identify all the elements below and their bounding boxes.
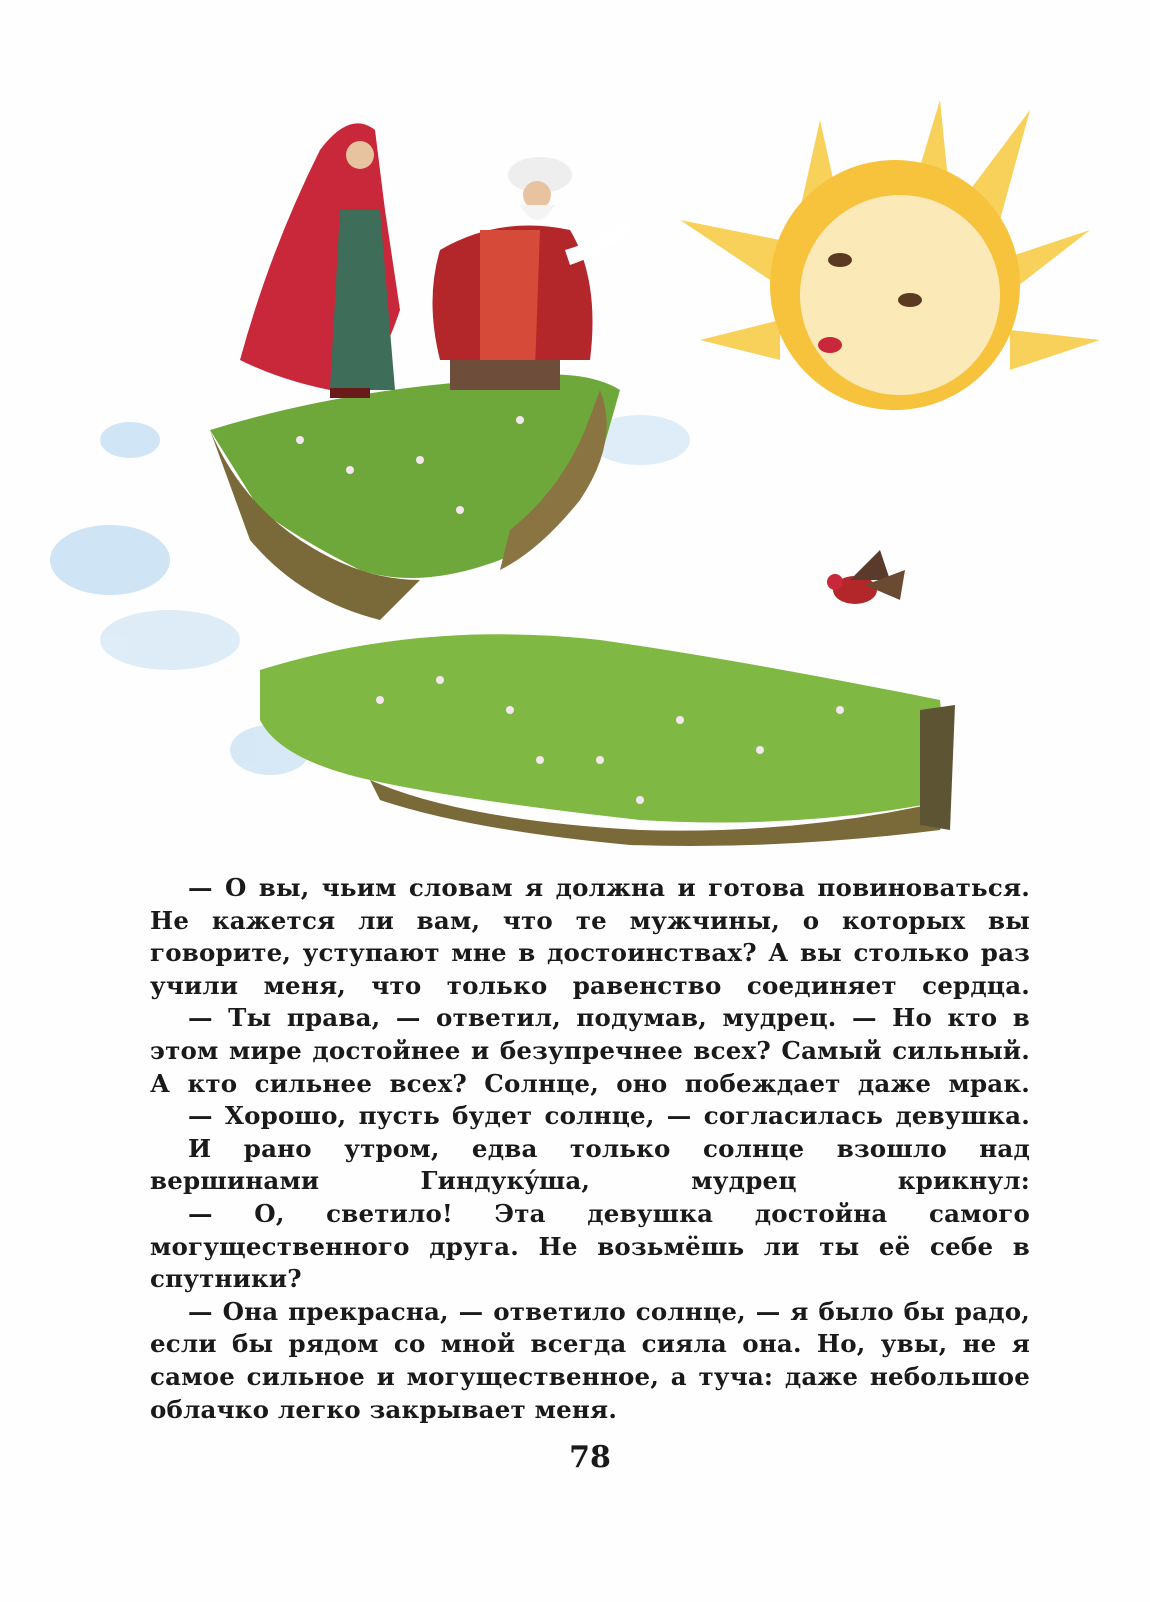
upper-cliff bbox=[210, 374, 620, 620]
paragraph: — Ты права, — ответил, подумав, мудрец. — Но кто в этом мире достойнее и безупречнее всех? Самый сильный. А кто сильнее всех? Солнце, оно побеждает даже мрак. bbox=[150, 1003, 1030, 1098]
bird bbox=[827, 550, 905, 604]
page-number: 78 bbox=[569, 1440, 611, 1475]
paragraph: — О, светило! Эта девушка достойна самого могущественного друга. Не возьмёшь ли ты её себе в спутники? bbox=[150, 1198, 1030, 1294]
woman-figure bbox=[240, 123, 400, 398]
story-illustration bbox=[40, 60, 1120, 860]
paragraph: И рано утром, едва только солнце взошло над вершинами Гиндукýша, мудрец крикнул: bbox=[150, 1133, 1030, 1196]
old-man-figure bbox=[433, 157, 631, 390]
paragraph: — О вы, чьим словам я должна и готова повиноваться. Не кажется ли вам, что те мужчины, о которых вы говорите, уступают мне в достоинствах? А вы столько раз учили меня, что только равенство соединяет сердца. bbox=[150, 873, 1030, 1000]
sun-face bbox=[680, 100, 1100, 410]
lower-cliff bbox=[260, 634, 955, 846]
paragraph: — Она прекрасна, — ответило солнце, — я было бы радо, если бы рядом со мной всегда сияла она. Но, увы, не я самое сильное и могущественное, а туча: даже небольшое облачко легко закрывает меня. bbox=[150, 1296, 1030, 1424]
paragraph: — Хорошо, пусть будет солнце, — согласилась девушка. bbox=[188, 1101, 1030, 1131]
story-text bbox=[150, 872, 1030, 1426]
